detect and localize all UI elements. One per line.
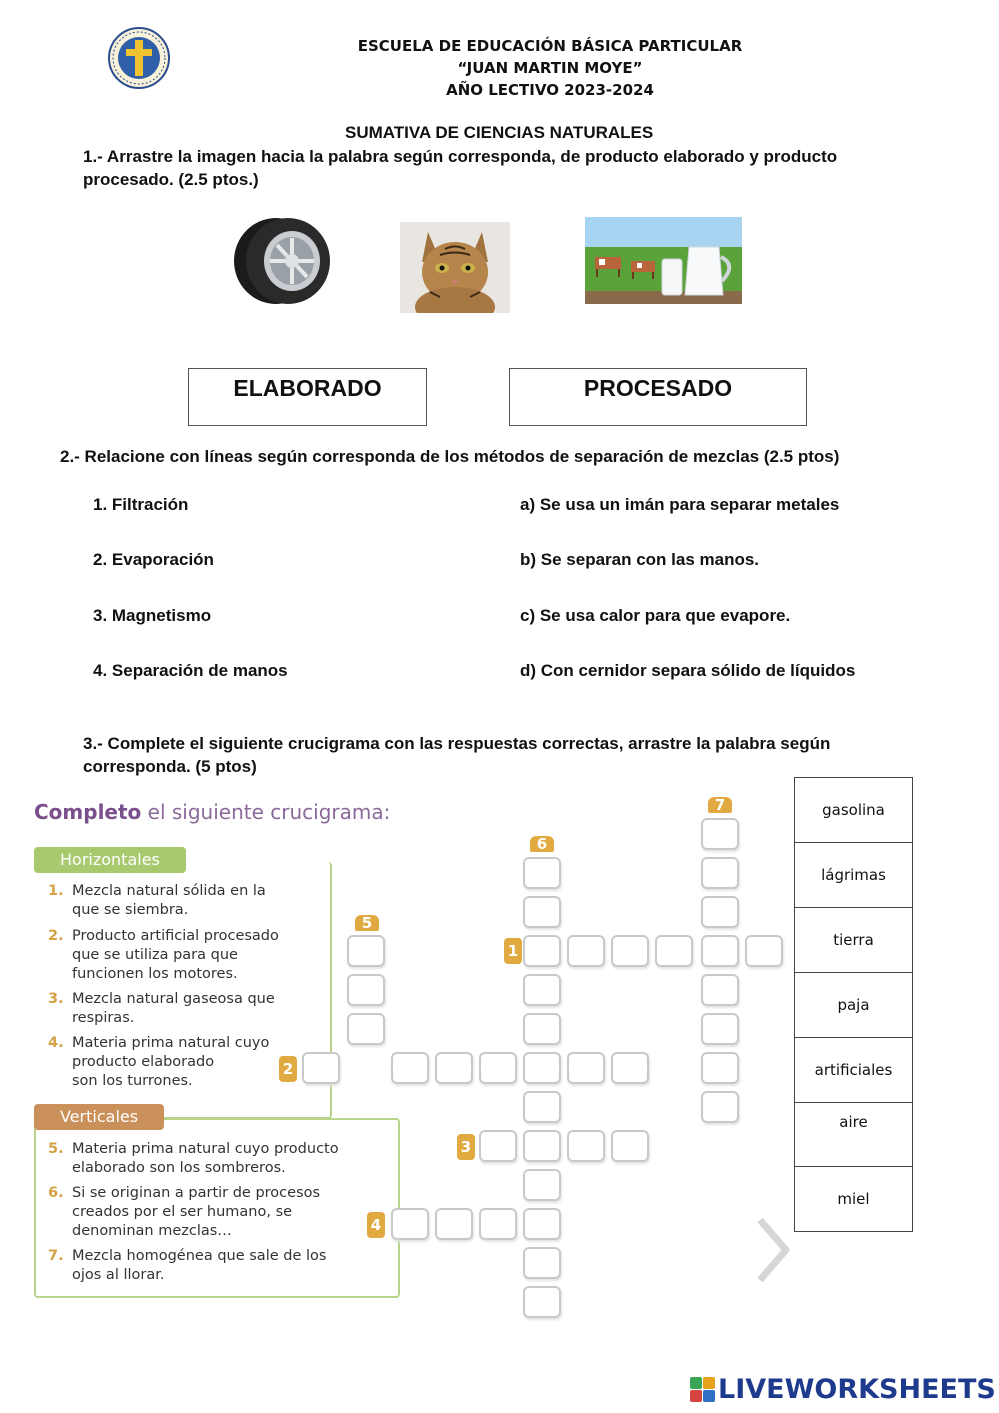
description-item[interactable]: d) Con cernidor separa sólido de líquidos [520,661,856,680]
crossword-cell[interactable] [701,974,739,1006]
school-subtitle: “JUAN MARTIN MOYE” [457,59,643,77]
crossword-cell[interactable] [347,974,385,1006]
q3-text-line2: corresponda. (5 ptos) [83,757,257,776]
vertical-clue-6: 6. Si se originan a partir de procesos creados por el ser humano, se denominan mezclas… [48,1185,321,1239]
crossword-cell[interactable] [701,818,739,850]
q3-text-line1: 3.- Complete el siguiente crucigrama con las respuestas correctas, arrastre la palabra según [83,734,831,753]
description-item[interactable]: a) Se usa un imán para separar metales [520,495,840,514]
next-arrow-icon [756,1216,792,1289]
liveworksheets-logo-icon [690,1377,716,1408]
word-chip[interactable]: miel [837,1190,870,1208]
word-chip[interactable]: artificiales [795,1038,912,1103]
crossword-cell[interactable] [523,1286,561,1318]
crossword-cell[interactable] [701,1013,739,1045]
clue-number-7: 7 [708,797,732,813]
crossword-cell[interactable] [523,1130,561,1162]
crossword-cell[interactable] [523,896,561,928]
category-elaborado[interactable]: ELABORADO [188,368,427,426]
tire-image[interactable] [232,216,336,306]
horizontal-clue-1: 1. Mezcla natural sólida en la que se siembra. [48,883,266,918]
word-chip[interactable]: gasolina [795,778,912,843]
horizontal-clue-4: 4. Materia prima natural cuyo producto elaborado son los turrones. [48,1035,270,1089]
crossword-cell[interactable] [435,1052,473,1084]
crossword-cell[interactable] [479,1130,517,1162]
horizontal-clue-2: 2. Producto artificial procesado que se utiliza para que funcionen los motores. [48,928,279,982]
word-chip[interactable]: paja [795,973,912,1038]
cat-image[interactable] [400,222,510,313]
crossword-cell[interactable] [523,935,561,967]
crossword-cell[interactable] [302,1052,340,1084]
method-item[interactable]: 1. Filtración [93,495,189,514]
q1-text-line1: 1.- Arrastre la imagen hacia la palabra según corresponda, de producto elaborado y producto [83,147,838,166]
crossword-cell[interactable] [523,1013,561,1045]
crossword-title: Completo el siguiente crucigrama: [34,800,391,824]
description-item[interactable]: c) Se usa calor para que evapore. [520,606,791,625]
crossword-cell[interactable] [391,1052,429,1084]
school-year: AÑO LECTIVO 2023-2024 [446,81,654,99]
crossword-cell[interactable] [701,1091,739,1123]
q2-text: 2.- Relacione con líneas según corresponda de los métodos de separación de mezclas (2.5 ptos) [60,447,840,466]
horizontal-clue-3: 3. Mezcla natural gaseosa que respiras. [48,991,275,1026]
crossword-cell[interactable] [347,1013,385,1045]
crossword-cell[interactable] [479,1052,517,1084]
clue-number-4: 4 [367,1212,385,1238]
crossword-cell[interactable] [655,935,693,967]
milk-cows-image[interactable] [585,217,742,304]
method-item[interactable]: 4. Separación de manos [93,661,288,680]
crossword-cell[interactable] [701,857,739,889]
clue-number-6: 6 [530,836,554,852]
vertical-label: Verticales [34,1104,164,1130]
vertical-clue-5: 5. Materia prima natural cuyo producto elaborado son los sombreros. [48,1141,339,1176]
crossword-cell[interactable] [567,935,605,967]
clue-number-1: 1 [504,938,522,964]
vertical-clue-7: 7. Mezcla homogénea que sale de los ojos al llorar. [48,1248,327,1283]
crossword-cell[interactable] [523,1247,561,1279]
crossword-cell[interactable] [479,1208,517,1240]
word-chip[interactable]: aire [795,1103,912,1167]
crossword-cell[interactable] [523,974,561,1006]
method-item[interactable]: 2. Evaporación [93,550,214,569]
crossword-cell[interactable] [701,896,739,928]
word-chip[interactable]: lágrimas [795,843,912,908]
clue-number-2: 2 [279,1056,297,1082]
school-name: ESCUELA DE EDUCACIÓN BÁSICA PARTICULAR [357,37,743,55]
crossword-cell[interactable] [567,1130,605,1162]
crossword-cell[interactable] [435,1208,473,1240]
description-item[interactable]: b) Se separan con las manos. [520,550,760,569]
school-logo [108,27,170,89]
method-item[interactable]: 3. Magnetismo [93,606,212,625]
crossword-cell[interactable] [611,1130,649,1162]
crossword-cell[interactable] [347,935,385,967]
crossword-cell[interactable] [745,935,783,967]
crossword-cell[interactable] [523,857,561,889]
word-chip[interactable]: tierra [795,908,912,973]
crossword-cell[interactable] [523,1208,561,1240]
crossword-cell[interactable] [701,935,739,967]
crossword-cell[interactable] [391,1208,429,1240]
horizontal-label: Horizontales [34,847,186,873]
school-crest-icon [108,27,170,89]
category-procesado[interactable]: PROCESADO [509,368,807,426]
crossword-cell[interactable] [701,1052,739,1084]
clue-number-3: 3 [457,1134,475,1160]
footer-brand: LIVEWORKSHEETS [718,1374,996,1405]
q1-text-line2: procesado. (2.5 ptos.) [83,170,259,189]
word-bank [794,777,913,1232]
crossword-cell[interactable] [523,1052,561,1084]
crossword-cell[interactable] [523,1169,561,1201]
crossword-cell[interactable] [523,1091,561,1123]
crossword-cell[interactable] [611,935,649,967]
exam-title: SUMATIVA DE CIENCIAS NATURALES [345,123,654,142]
crossword-cell[interactable] [567,1052,605,1084]
clue-number-5: 5 [355,915,379,931]
crossword-cell[interactable] [611,1052,649,1084]
